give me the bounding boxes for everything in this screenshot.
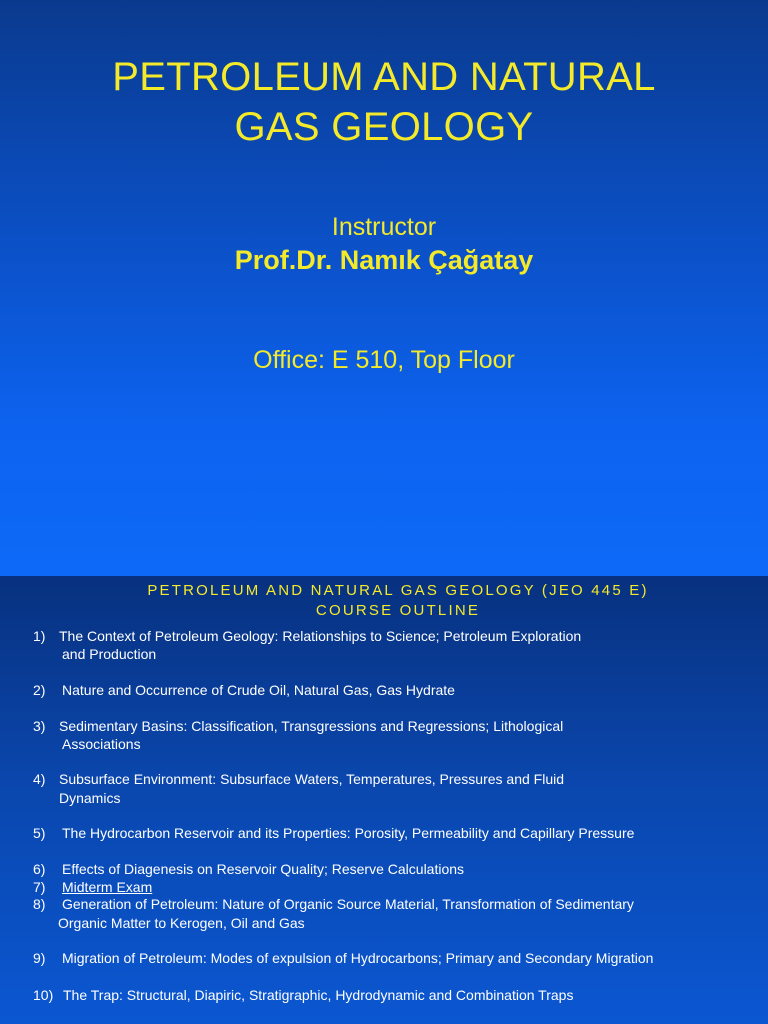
outline-item-9-number: 9)	[33, 950, 46, 966]
outline-heading: PETROLEUM AND NATURAL GAS GEOLOGY (JEO 445 E)	[147, 582, 649, 599]
outline-item-10-number: 10)	[33, 987, 54, 1003]
outline-item-5-text: The Hydrocarbon Reservoir and its Properties: Porosity, Permeability and Capillary Pressure	[62, 825, 635, 841]
outline-item-2-text: Nature and Occurrence of Crude Oil, Natural Gas, Gas Hydrate	[62, 682, 455, 698]
outline-item-2-number: 2)	[33, 682, 46, 698]
outline-item-4-text: Subsurface Environment: Subsurface Waters, Temperatures, Pressures and Fluid	[59, 771, 565, 787]
outline-item-9-text: Migration of Petroleum: Modes of expulsion of Hydrocarbons; Primary and Secondary Migration	[62, 950, 654, 966]
outline-item-6-text: Effects of Diagenesis on Reservoir Quality; Reserve Calculations	[62, 861, 465, 877]
title-line-2: GAS GEOLOGY	[234, 105, 534, 149]
outline-item-6-number: 6)	[33, 861, 46, 877]
outline-subheading: COURSE OUTLINE	[315, 602, 481, 619]
outline-item-5-number: 5)	[33, 825, 46, 841]
instructor-label: Instructor	[331, 213, 437, 241]
office-info: Office: E 510, Top Floor	[253, 346, 515, 374]
outline-item-7-number: 7)	[33, 879, 46, 895]
outline-item-3-number: 3)	[33, 718, 46, 734]
outline-item-1-number: 1)	[33, 628, 46, 644]
outline-slide	[0, 576, 768, 1024]
instructor-name: Prof.Dr. Namık Çağatay	[234, 245, 534, 275]
title-line-1: PETROLEUM AND NATURAL	[112, 55, 656, 99]
outline-item-4-text-cont: Dynamics	[59, 790, 121, 806]
outline-item-3-text-cont: Associations	[62, 736, 141, 752]
outline-item-8-text-cont: Organic Matter to Kerogen, Oil and Gas	[58, 915, 305, 931]
outline-item-1-text: The Context of Petroleum Geology: Relationships to Science; Petroleum Exploration	[59, 628, 582, 644]
outline-item-10-text: The Trap: Structural, Diapiric, Stratigraphic, Hydrodynamic and Combination Traps	[63, 987, 574, 1003]
outline-item-4-number: 4)	[33, 771, 46, 787]
outline-item-1-text-cont: and Production	[62, 646, 157, 662]
outline-item-8-text: Generation of Petroleum: Nature of Organic Source Material, Transformation of Sedimentary	[62, 896, 634, 912]
outline-item-3-text: Sedimentary Basins: Classification, Transgressions and Regressions; Lithological	[59, 718, 564, 734]
outline-item-8-number: 8)	[33, 896, 46, 912]
slide-title	[0, 52, 768, 152]
outline-item-7-link[interactable]: Midterm Exam	[62, 879, 153, 895]
